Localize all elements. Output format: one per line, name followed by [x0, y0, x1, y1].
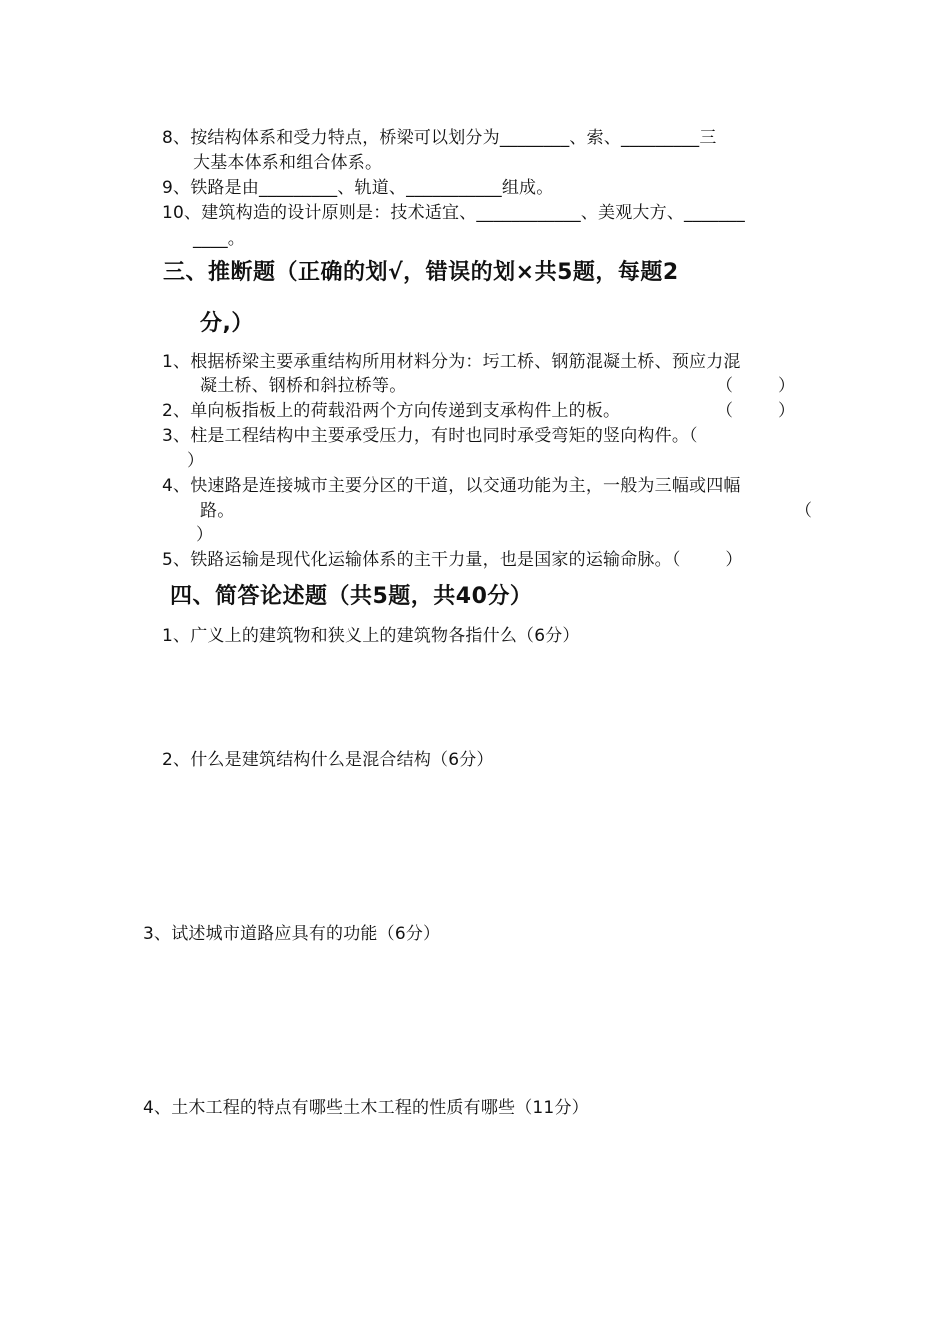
- judge-q5: 5、铁路运输是现代化运输体系的主干力量，也是国家的运输命脉。（ ）: [162, 550, 743, 570]
- essay-q4: 4、土木工程的特点有哪些土木工程的性质有哪些（11分）: [143, 1098, 589, 1118]
- judge-q2: 2、单向板指板上的荷载沿两个方向传递到支承构件上的板。: [162, 401, 621, 421]
- judge-q4-open-paren: （: [795, 501, 813, 521]
- section4-heading: 四、简答论述题（共5题，共40分）: [170, 584, 533, 609]
- fill-blank-q8-line1: 8、按结构体系和受力特点，桥梁可以划分为________、索、_________三: [162, 128, 717, 148]
- fill-blank-q8-line2: 大基本体系和组合体系。: [193, 153, 383, 173]
- judge-q1-answer-paren: （ ）: [716, 376, 796, 396]
- section3-heading-line2: 分,）: [200, 311, 254, 336]
- fill-blank-q10-line2: ____。: [193, 229, 245, 249]
- judge-q4-close-paren: ）: [196, 525, 214, 545]
- fill-blank-q10-line1: 10、建筑构造的设计原则是：技术适宜、____________、美观大方、_______: [162, 203, 745, 223]
- judge-q3: 3、柱是工程结构中主要承受压力，有时也同时承受弯矩的竖向构件。（: [162, 426, 698, 446]
- judge-q1-line1: 1、根据桥梁主要承重结构所用材料分为：圬工桥、钢筋混凝土桥、预应力混: [162, 352, 741, 372]
- judge-q1-line2: 凝土桥、钢桥和斜拉桥等。: [200, 376, 407, 396]
- judge-q2-answer-paren: （ ）: [716, 401, 796, 421]
- fill-blank-q9: 9、铁路是由_________、轨道、___________组成。: [162, 178, 554, 198]
- judge-q3-close-paren: ）: [187, 451, 205, 471]
- section3-heading-line1: 三、推断题（正确的划√，错误的划×共5题，每题2: [163, 260, 679, 285]
- judge-q4-line1: 4、快速路是连接城市主要分区的干道，以交通功能为主，一般为三幅或四幅: [162, 476, 741, 496]
- essay-q3: 3、试述城市道路应具有的功能（6分）: [143, 924, 441, 944]
- essay-q1: 1、广义上的建筑物和狭义上的建筑物各指什么（6分）: [162, 626, 580, 646]
- essay-q2: 2、什么是建筑结构什么是混合结构（6分）: [162, 750, 494, 770]
- judge-q4-line2: 路。: [200, 501, 235, 521]
